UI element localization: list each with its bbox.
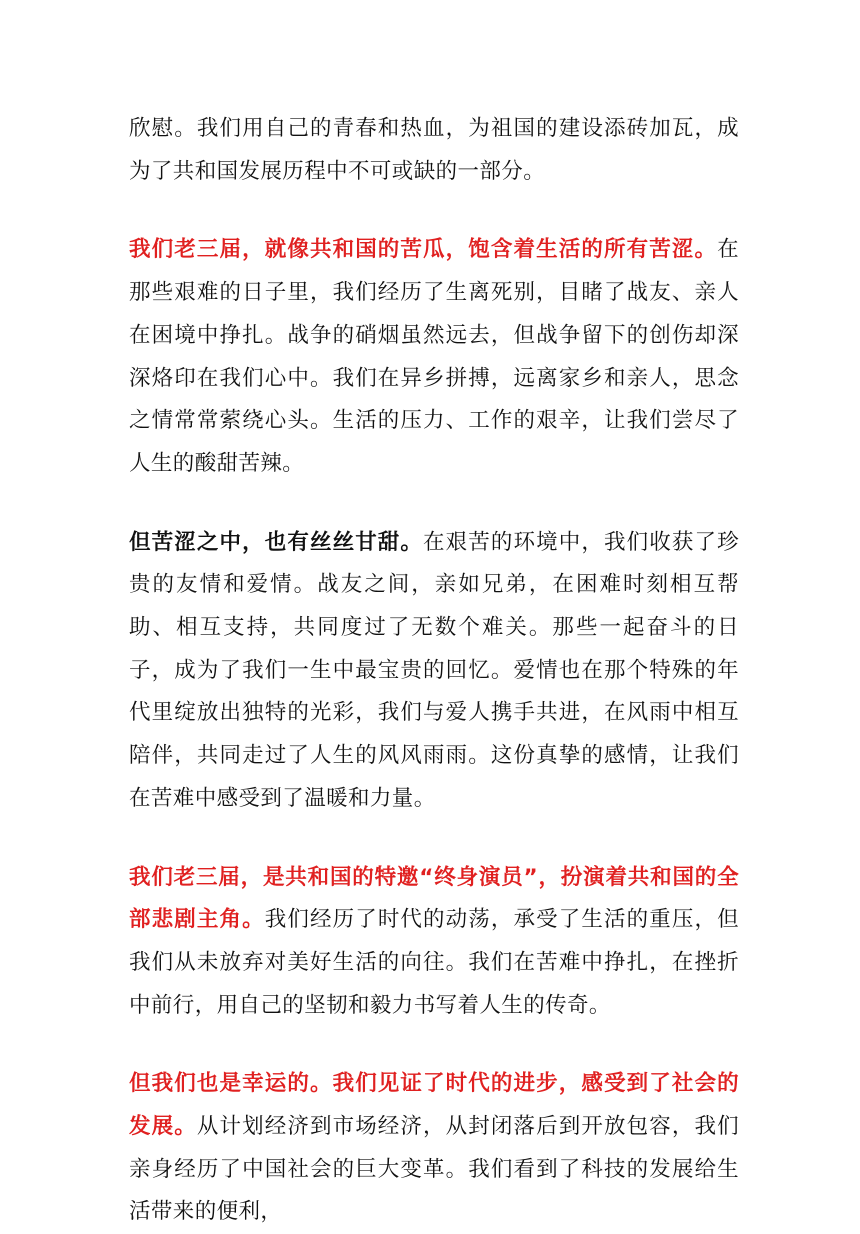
- paragraph-5-body: 从计划经济到市场经济，从封闭落后到开放包容，我们亲身经历了中国社会的巨大变革。我们看到了科技的发展给生活带来的便利，: [129, 1114, 739, 1225]
- paragraph-1: [129, 108, 739, 193]
- paragraph-5-lead: 但我们也是幸运的。我们见证了时代的进步，感受到了社会的发展。: [129, 1071, 739, 1140]
- paragraph-3-body: 在艰苦的环境中，我们收获了珍贵的友情和爱情。战友之间，亲如兄弟，在困难时刻相互帮助、相互支持，共同度过了无数个难关。那些一起奋斗的日子，成为了我们一生中最宝贵的回忆。爱情也在那个特殊的年代里绽放出独特的光彩，我们与爱人携手共进，在风雨中相互陪伴，共同走过了人生的风风雨雨。这份真挚的感情，让我们在苦难中感受到了温暖和力量。: [129, 529, 739, 811]
- paragraph-1-body: 欣慰。我们用自己的青春和热血，为祖国的建设添砖加瓦，成为了共和国发展历程中不可或缺的一部分。: [129, 116, 739, 184]
- paragraph-2-body: 在那些艰难的日子里，我们经历了生离死别，目睹了战友、亲人在困境中挣扎。战争的硝烟虽然远去，但战争留下的创伤却深深烙印在我们心中。我们在异乡拼搏，远离家乡和亲人，思念之情常常萦绕心头。生活的压力、工作的艰辛，让我们尝尽了人生的酸甜苦辣。: [129, 237, 739, 476]
- paragraph-2: [129, 229, 739, 485]
- paragraph-4-body: 我们经历了时代的动荡，承受了生活的重压，但我们从未放弃对美好生活的向往。我们在苦难中挣扎，在挫折中前行，用自己的坚韧和毅力书写着人生的传奇。: [129, 907, 739, 1018]
- paragraph-3: [129, 522, 739, 821]
- paragraph-2-lead: 我们老三届，就像共和国的苦瓜，饱含着生活的所有苦涩。: [129, 237, 718, 263]
- paragraph-4-lead: 我们老三届，是共和国的特邀“终身演员”，扮演着共和国的全部悲剧主角。: [129, 864, 739, 933]
- document-page: [129, 108, 739, 1234]
- paragraph-4: [129, 857, 739, 1028]
- paragraph-3-lead: 但苦涩之中，也有丝丝甘甜。: [129, 529, 424, 555]
- paragraph-5: [129, 1063, 739, 1234]
